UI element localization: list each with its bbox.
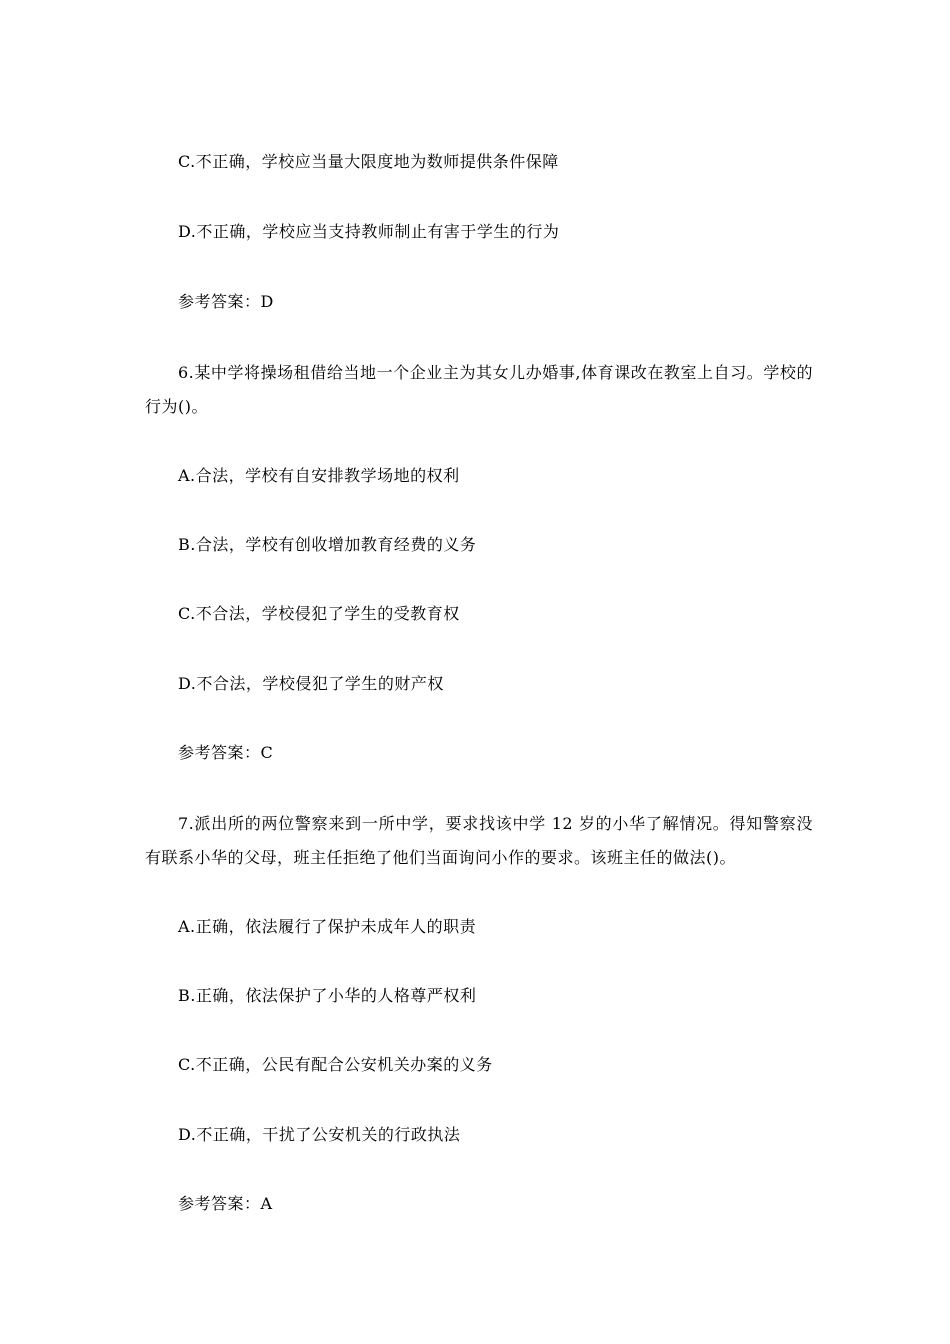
q7-option-a: A.正确，依法履行了保护未成年人的职责 bbox=[178, 917, 477, 936]
q7-option-d: D.不正确，干扰了公安机关的行政执法 bbox=[178, 1125, 461, 1144]
q7-stem: 7.派出所的两位警察来到一所中学，要求找该中学 12 岁的小华了解情况。得知警察没有联系小华的父母，班主任拒绝了他们当面询问小作的要求。该班主任的做法()。 bbox=[145, 814, 813, 867]
q5-option-d: D.不正确，学校应当支持教师制止有害于学生的行为 bbox=[178, 222, 560, 241]
q6-option-c: C.不合法，学校侵犯了学生的受教育权 bbox=[178, 604, 460, 623]
q5-option-c: C.不正确，学校应当量大限度地为数师提供条件保障 bbox=[178, 152, 559, 171]
q6-stem: 6.某中学将操场租借给当地一个企业主为其女儿办婚事,体育课改在教室上自习。学校的行为()。 bbox=[145, 363, 813, 416]
q6-option-b: B.合法，学校有创收增加教育经费的义务 bbox=[178, 535, 477, 554]
q7-option-c: C.不正确，公民有配合公安机关办案的义务 bbox=[178, 1055, 493, 1074]
q6-answer: 参考答案：C bbox=[178, 743, 274, 762]
q7-option-b: B.正确，依法保护了小华的人格尊严权利 bbox=[178, 986, 477, 1005]
q5-answer: 参考答案：D bbox=[178, 292, 274, 311]
q7-answer: 参考答案：A bbox=[178, 1194, 273, 1213]
q6-option-d: D.不合法，学校侵犯了学生的财产权 bbox=[178, 674, 444, 693]
q6-option-a: A.合法，学校有自安排教学场地的权利 bbox=[178, 466, 460, 485]
